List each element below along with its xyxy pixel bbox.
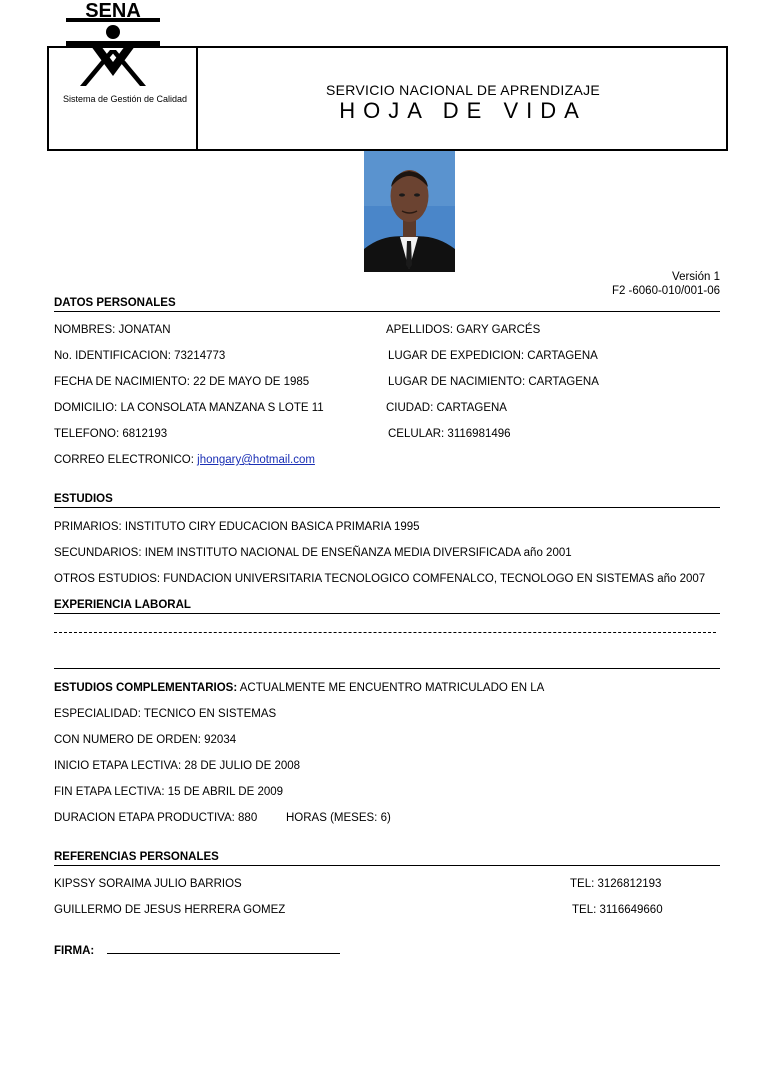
section-heading-studies: ESTUDIOS	[54, 493, 113, 505]
field-nombres: NOMBRES: JONATAN	[54, 324, 171, 336]
complementary-intro	[54, 682, 544, 694]
document-code: F2 -6060-010/001-06	[611, 285, 720, 297]
field-duracion: DURACION ETAPA PRODUCTIVA: 880	[54, 812, 258, 824]
section-heading-personal: DATOS PERSONALES	[54, 297, 176, 309]
section-rule	[54, 613, 720, 614]
field-apellidos: APELLIDOS: GARY GARCÉS	[386, 324, 541, 336]
page-title: HOJA DE VIDA	[339, 98, 587, 123]
section-rule	[54, 668, 720, 669]
logo-text: SENA	[85, 0, 141, 22]
field-horas: HORAS (MESES: 6)	[286, 812, 391, 824]
document-version: Versión 1	[672, 271, 720, 283]
reference-name: KIPSSY SORAIMA JULIO BARRIOS	[54, 878, 242, 890]
section-rule	[54, 865, 720, 866]
complementary-intro-text: ACTUALMENTE ME ENCUENTRO MATRICULADO EN LA	[237, 682, 545, 694]
field-primarios: PRIMARIOS: INSTITUTO CIRY EDUCACION BASICA PRIMARIA 1995	[54, 521, 420, 533]
field-secundarios: SECUNDARIOS: INEM INSTITUTO NACIONAL DE ENSEÑANZA MEDIA DIVERSIFICADA año 2001	[54, 547, 572, 559]
section-heading-experience: EXPERIENCIA LABORAL	[54, 599, 191, 611]
organization-name: SERVICIO NACIONAL DE APRENDIZAJE	[325, 82, 601, 98]
profile-photo	[364, 151, 455, 272]
reference-name: GUILLERMO DE JESUS HERRERA GOMEZ	[54, 904, 286, 916]
section-rule	[54, 507, 720, 508]
signature-label: FIRMA:	[54, 945, 95, 957]
field-fecha-nacimiento: FECHA DE NACIMIENTO: 22 DE MAYO DE 1985	[54, 376, 310, 388]
field-orden: CON NUMERO DE ORDEN: 92034	[54, 734, 237, 746]
field-celular: CELULAR: 3116981496	[388, 428, 511, 440]
field-identificacion: No. IDENTIFICACION: 73214773	[54, 350, 226, 362]
section-heading-complementary: ESTUDIOS COMPLEMENTARIOS:	[54, 682, 238, 694]
sena-logo	[58, 0, 168, 88]
field-ciudad: CIUDAD: CARTAGENA	[386, 402, 507, 414]
field-especialidad: ESPECIALIDAD: TECNICO EN SISTEMAS	[54, 708, 277, 720]
field-fin: FIN ETAPA LECTIVA: 15 DE ABRIL DE 2009	[54, 786, 284, 798]
field-telefono: TELEFONO: 6812193	[54, 428, 168, 440]
field-domicilio: DOMICILIO: LA CONSOLATA MANZANA S LOTE 11	[54, 402, 324, 414]
field-otros-estudios: OTROS ESTUDIOS: FUNDACION UNIVERSITARIA TECNOLOGICO COMFENALCO, TECNOLOGO EN SISTEMAS año 2007	[54, 573, 706, 585]
section-rule	[54, 311, 720, 312]
experience-blank-line	[54, 632, 716, 633]
field-lugar-nacimiento: LUGAR DE NACIMIENTO: CARTAGENA	[388, 376, 599, 388]
signature-line	[107, 953, 340, 954]
reference-phone: TEL: 3116649660	[572, 904, 663, 916]
field-inicio: INICIO ETAPA LECTIVA: 28 DE JULIO DE 2008	[54, 760, 301, 772]
field-correo	[54, 454, 315, 466]
section-heading-references: REFERENCIAS PERSONALES	[54, 851, 219, 863]
field-lugar-expedicion: LUGAR DE EXPEDICION: CARTAGENA	[388, 350, 598, 362]
reference-phone: TEL: 3126812193	[570, 878, 662, 890]
correo-label: CORREO ELECTRONICO:	[54, 454, 198, 466]
system-label: Sistema de Gestión de Calidad	[62, 94, 188, 104]
email-link[interactable]: jhongary@hotmail.com	[197, 454, 315, 466]
